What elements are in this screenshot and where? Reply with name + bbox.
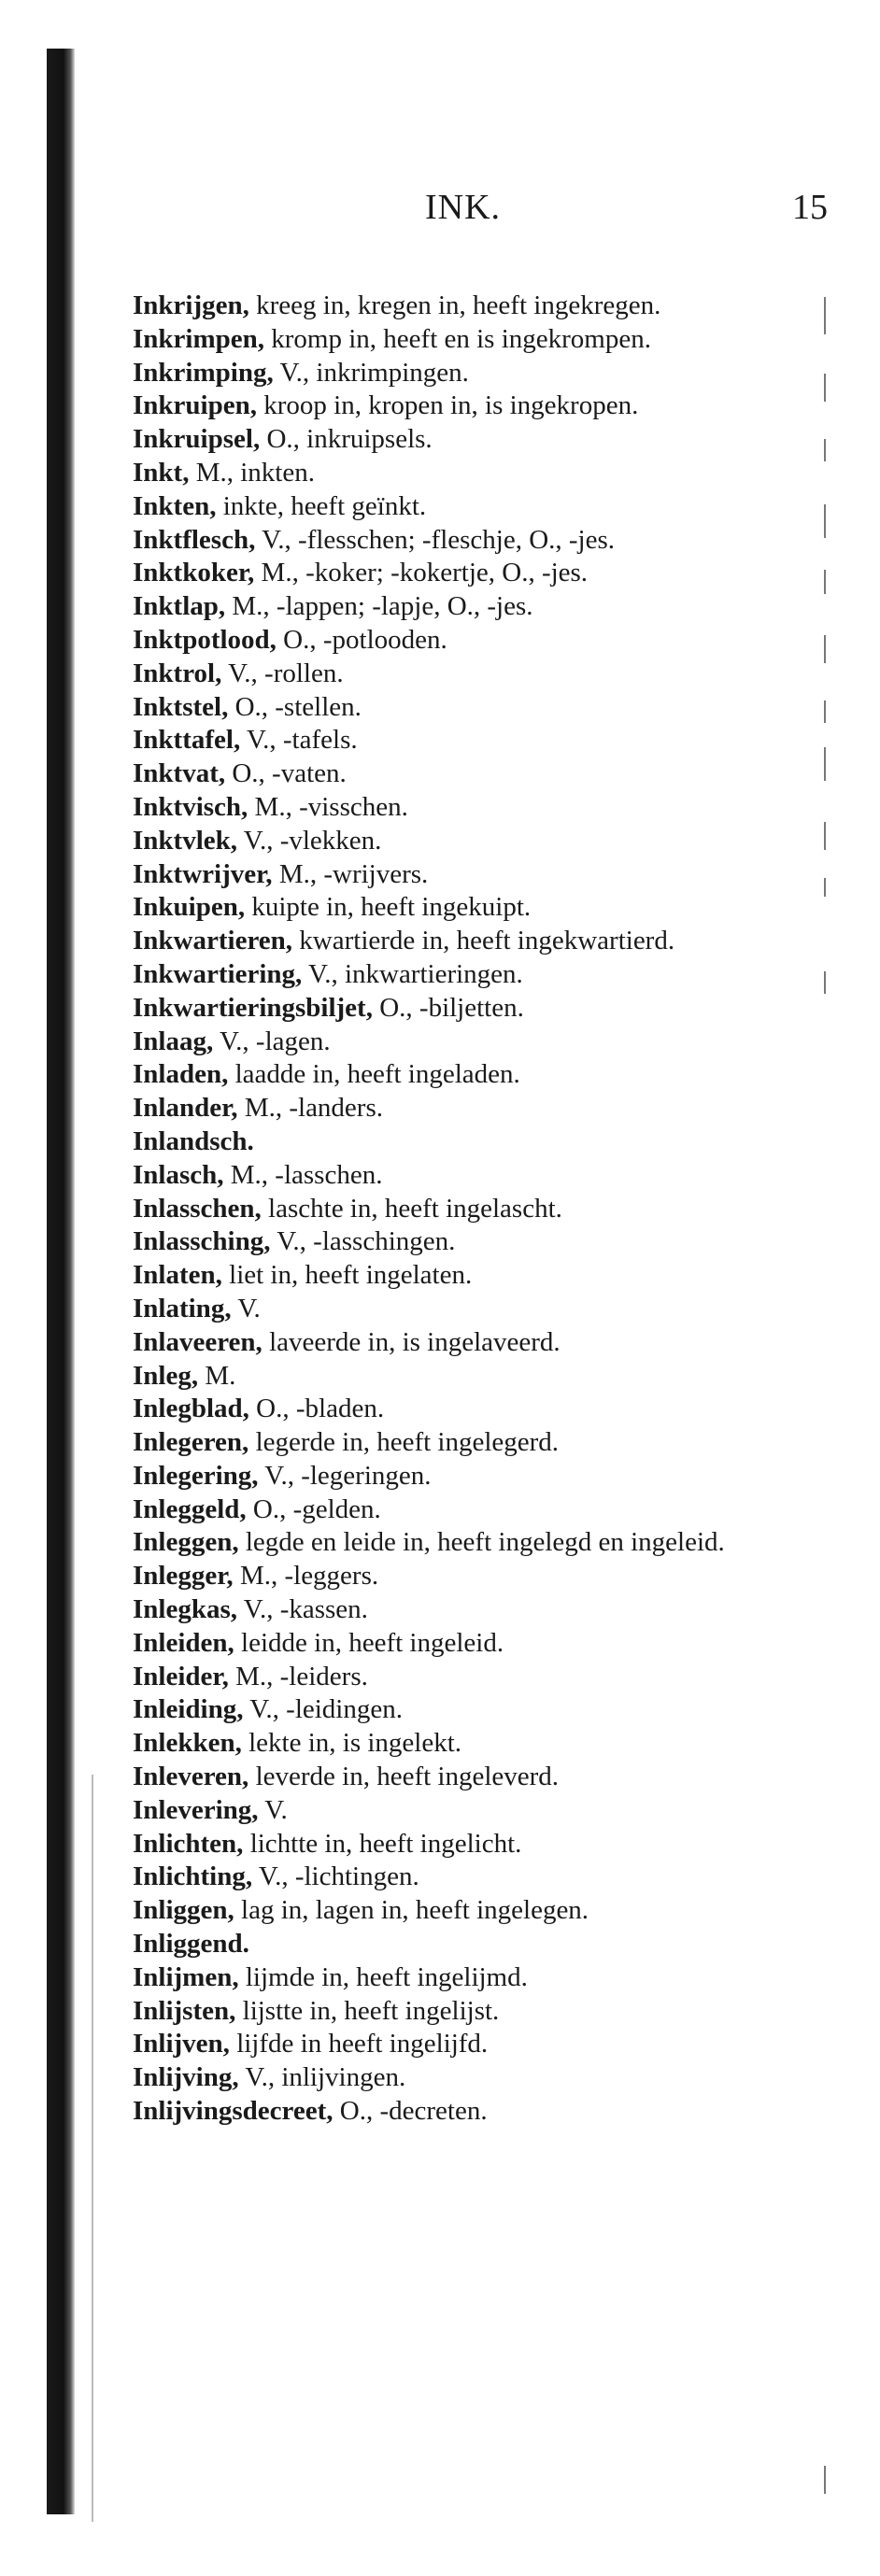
dictionary-entry <box>133 1426 803 1460</box>
dictionary-entry <box>133 457 803 490</box>
entry-headword: Inleiden, <box>133 1627 234 1658</box>
entry-headword: Inlijving, <box>133 2062 239 2093</box>
entry-definition: O., -potlooden. <box>283 624 447 655</box>
entry-definition: kroop in, kropen in, is ingekropen. <box>263 390 639 421</box>
entry-definition: liet in, heeft ingelaten. <box>229 1260 473 1291</box>
entry-headword: Inlevering, <box>133 1794 259 1825</box>
entry-headword: Inleggeld, <box>133 1493 247 1524</box>
entry-headword: Inkuipen, <box>133 892 246 923</box>
right-margin-rule <box>824 971 826 994</box>
entry-headword: Inlichting, <box>133 1861 253 1892</box>
entry-definition: V., inlijvingen. <box>245 2062 406 2093</box>
entry-headword: Inlasch, <box>133 1159 224 1190</box>
entry-definition: M., -lappen; -lapje, O., -jes. <box>232 591 533 622</box>
entry-headword: Inlijven, <box>133 2029 230 2059</box>
entry-definition: M. <box>205 1360 236 1391</box>
dictionary-entry <box>133 524 803 558</box>
page-number: 15 <box>792 188 828 227</box>
entry-headword: Inktkoker, <box>133 558 255 588</box>
entry-headword: Inktvat, <box>133 758 226 789</box>
entry-definition: O., -biljetten. <box>379 992 524 1023</box>
entry-headword: Inktlap, <box>133 591 226 622</box>
entry-definition: laveerde in, is ingelaveerd. <box>269 1326 561 1357</box>
entry-headword: Inlandsch. <box>133 1125 254 1156</box>
entry-headword: Inlasschen, <box>133 1193 262 1224</box>
dictionary-entry <box>133 1593 803 1627</box>
right-margin-rule <box>824 822 826 850</box>
entry-headword: Inktrol, <box>133 658 222 688</box>
right-margin-rule <box>824 635 826 663</box>
dictionary-entry <box>133 1828 803 1861</box>
entry-headword: Inkruipsel, <box>133 424 261 455</box>
dictionary-entry <box>133 357 803 390</box>
entry-definition: kuipte in, heeft ingekuipt. <box>251 892 532 923</box>
entry-definition: V. <box>264 1794 288 1825</box>
dictionary-entry <box>133 1326 803 1360</box>
dictionary-entry <box>133 1259 803 1293</box>
dictionary-entry <box>133 1526 803 1560</box>
entry-definition: M., -koker; -kokertje, O., -jes. <box>261 558 589 588</box>
gutter-line <box>92 1775 93 2522</box>
dictionary-entry <box>133 1627 803 1661</box>
dictionary-entry <box>133 1661 803 1694</box>
dictionary-entry <box>133 1928 803 1961</box>
entry-headword: Inladen, <box>133 1059 229 1090</box>
entry-headword: Inkwartieren, <box>133 926 293 956</box>
entry-definition: V., -legeringen. <box>264 1460 432 1491</box>
dictionary-entry <box>133 1058 803 1092</box>
dictionary-entry <box>133 1727 803 1761</box>
entry-headword: Inkten, <box>133 490 217 521</box>
dictionary-entry <box>133 1460 803 1493</box>
dictionary-entry <box>133 691 803 725</box>
dictionary-entry <box>133 724 803 757</box>
entry-headword: Inkrimping, <box>133 357 274 388</box>
entry-headword: Inlichten, <box>133 1828 244 1859</box>
entry-headword: Inleg, <box>133 1360 199 1391</box>
dictionary-entry <box>133 1159 803 1193</box>
entry-definition: M., -wrijvers. <box>278 858 429 889</box>
dictionary-entry <box>133 1693 803 1727</box>
right-margin-rule <box>824 297 826 334</box>
entry-headword: Inlijsten, <box>133 1995 236 2026</box>
dictionary-entry <box>133 1761 803 1794</box>
dictionary-entry <box>133 1861 803 1894</box>
entry-definition: inkte, heeft geïnkt. <box>222 490 427 521</box>
entry-headword: Inlegger, <box>133 1561 234 1592</box>
entry-headword: Inleggen, <box>133 1527 239 1558</box>
entry-headword: Inlijmen, <box>133 1961 239 1992</box>
entry-headword: Inliggen, <box>133 1895 234 1926</box>
entry-headword: Inktvisch, <box>133 791 248 822</box>
right-margin-rule <box>824 374 826 402</box>
entry-definition: O., inkruipsels. <box>266 424 433 455</box>
entry-headword: Inlander, <box>133 1093 238 1124</box>
entry-definition: M., inkten. <box>195 457 315 488</box>
dictionary-entry <box>133 791 803 825</box>
entry-definition: V., -lasschingen. <box>277 1226 456 1257</box>
dictionary-entry <box>133 1092 803 1125</box>
entry-definition: lag in, lagen in, heeft ingelegen. <box>241 1895 589 1926</box>
right-margin-rule <box>824 504 826 538</box>
entry-definition: M., -visschen. <box>254 791 408 822</box>
dictionary-entry <box>133 1193 803 1226</box>
dictionary-entry <box>133 1894 803 1928</box>
entry-headword: Inkwartieringsbiljet, <box>133 992 373 1023</box>
dictionary-entry <box>133 590 803 624</box>
entry-definition: O., -gelden. <box>252 1493 381 1524</box>
entry-definition: legde en leide in, heeft ingelegd en ingeleid. <box>245 1527 725 1558</box>
entry-definition: M., -leggers. <box>239 1561 379 1592</box>
entry-headword: Inkt, <box>133 457 190 488</box>
dictionary-entry <box>133 1360 803 1394</box>
entry-definition: M., -lasschen. <box>230 1159 383 1190</box>
entry-definition: leidde in, heeft ingeleid. <box>241 1627 504 1658</box>
right-margin-rule <box>824 439 826 461</box>
entry-headword: Inlaten, <box>133 1260 222 1291</box>
dictionary-entry <box>133 891 803 925</box>
right-margin-rule <box>824 701 826 723</box>
entry-definition: kromp in, heeft en is ingekrompen. <box>271 323 651 354</box>
dictionary-entry <box>133 2061 803 2095</box>
entry-definition: leverde in, heeft ingeleverd. <box>255 1762 560 1792</box>
entry-headword: Inleider, <box>133 1661 229 1691</box>
entry-headword: Inktpotlood, <box>133 624 277 655</box>
dictionary-entry <box>133 389 803 423</box>
entry-definition: M., -leiders. <box>235 1661 368 1691</box>
dictionary-entry <box>133 1560 803 1593</box>
entry-definition: V., -tafels. <box>246 725 358 756</box>
entry-definition: O., -bladen. <box>256 1394 385 1424</box>
entry-headword: Inlegeren, <box>133 1427 249 1458</box>
entry-definition: kreeg in, kregen in, heeft ingekregen. <box>256 290 661 320</box>
entry-headword: Inleiding, <box>133 1694 244 1725</box>
entry-headword: Inlating, <box>133 1293 232 1323</box>
entry-headword: Inlaag, <box>133 1026 214 1056</box>
entry-definition: V., -vlekken. <box>243 825 382 856</box>
dictionary-entry <box>133 290 803 323</box>
dictionary-entry <box>133 1794 803 1828</box>
entry-headword: Inkttafel, <box>133 725 241 756</box>
entry-headword: Inkwartiering, <box>133 958 303 989</box>
dictionary-entry <box>133 1493 803 1527</box>
dictionary-entries <box>133 290 803 2129</box>
entry-definition: O., -stellen. <box>234 691 362 722</box>
entry-definition: V., -lichtingen. <box>258 1861 419 1892</box>
dictionary-entry <box>133 858 803 892</box>
right-margin-rule <box>824 2466 826 2494</box>
entry-headword: Inktvlek, <box>133 825 238 856</box>
book-spine-shadow <box>47 49 75 2514</box>
entry-definition: V. <box>237 1293 261 1323</box>
entry-definition: kwartierde in, heeft ingekwartierd. <box>299 926 675 956</box>
entry-headword: Inlassching, <box>133 1226 271 1257</box>
right-margin-rule <box>824 878 826 897</box>
entry-definition: lichtte in, heeft ingelicht. <box>249 1828 522 1859</box>
dictionary-entry <box>133 958 803 992</box>
entry-headword: Inliggend. <box>133 1929 249 1960</box>
entry-headword: Inlijvingsdecreet, <box>133 2096 334 2127</box>
dictionary-entry <box>133 1293 803 1326</box>
dictionary-entry <box>133 1961 803 1995</box>
dictionary-entry <box>133 1995 803 2029</box>
entry-definition: V., inkrimpingen. <box>279 357 469 388</box>
entry-definition: V., -rollen. <box>228 658 344 688</box>
entry-definition: M., -landers. <box>244 1093 383 1124</box>
entry-definition: V., -lagen. <box>219 1026 331 1056</box>
right-margin-rule <box>824 747 826 781</box>
entry-definition: V., -leidingen. <box>249 1694 403 1725</box>
entry-definition: O., -decreten. <box>339 2096 488 2127</box>
entry-definition: laschte in, heeft ingelascht. <box>268 1193 562 1224</box>
entry-headword: Inlaveeren, <box>133 1326 263 1357</box>
entry-definition: lijmde in, heeft ingelijmd. <box>245 1961 528 1992</box>
dictionary-entry <box>133 992 803 1026</box>
entry-definition: lijstte in, heeft ingelijst. <box>242 1995 500 2026</box>
entry-definition: laadde in, heeft ingeladen. <box>234 1059 520 1090</box>
dictionary-entry <box>133 825 803 858</box>
dictionary-entry <box>133 1125 803 1159</box>
dictionary-entry <box>133 658 803 691</box>
right-margin-rule <box>824 570 826 594</box>
entry-headword: Inlegblad, <box>133 1394 249 1424</box>
entry-definition: V., -flesschen; -fleschje, O., -jes. <box>262 524 616 555</box>
entry-definition: V., inkwartieringen. <box>307 958 523 989</box>
dictionary-entry <box>133 925 803 958</box>
entry-headword: Inkrijgen, <box>133 290 249 320</box>
entry-headword: Inlekken, <box>133 1728 242 1759</box>
entry-headword: Inlegkas, <box>133 1594 238 1625</box>
entry-definition: V., -kassen. <box>243 1594 368 1625</box>
dictionary-entry <box>133 1225 803 1259</box>
running-head: INK. <box>425 188 502 227</box>
entry-headword: Inkruipen, <box>133 390 257 421</box>
entry-headword: Inktflesch, <box>133 524 256 555</box>
entry-definition: lekte in, is ingelekt. <box>248 1728 462 1759</box>
page-header <box>0 187 880 234</box>
entry-headword: Inktwrijver, <box>133 858 273 889</box>
dictionary-entry <box>133 557 803 590</box>
dictionary-entry <box>133 323 803 357</box>
dictionary-entry <box>133 757 803 791</box>
dictionary-entry <box>133 1393 803 1426</box>
entry-headword: Inktstel, <box>133 691 229 722</box>
entry-headword: Inkrimpen, <box>133 323 265 354</box>
entry-headword: Inlegering, <box>133 1460 259 1491</box>
entry-definition: O., -vaten. <box>232 758 347 789</box>
dictionary-entry <box>133 2028 803 2061</box>
dictionary-entry <box>133 1026 803 1059</box>
entry-definition: lijfde in heeft ingelijfd. <box>236 2029 489 2059</box>
entry-headword: Inleveren, <box>133 1762 249 1792</box>
dictionary-entry <box>133 490 803 524</box>
entry-definition: legerde in, heeft ingelegerd. <box>255 1427 560 1458</box>
dictionary-entry <box>133 624 803 658</box>
dictionary-entry <box>133 2095 803 2129</box>
dictionary-entry <box>133 423 803 457</box>
